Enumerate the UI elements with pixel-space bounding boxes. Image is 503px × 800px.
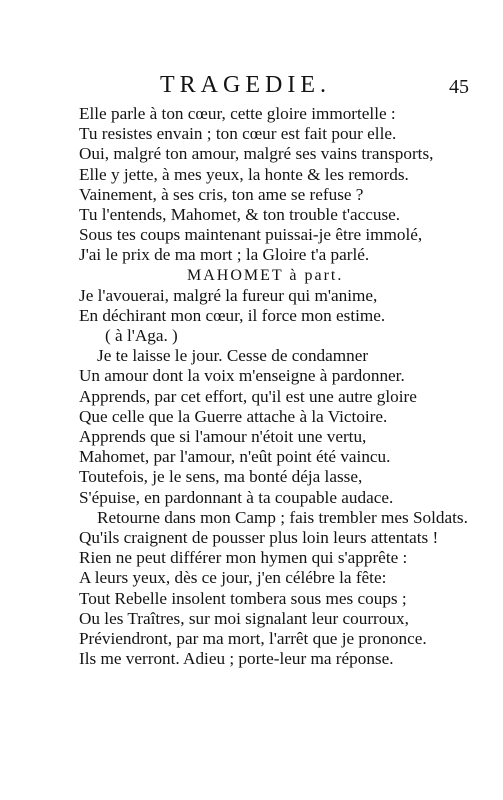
verse-text bbox=[79, 104, 479, 669]
verse-line: Je l'avouerai, malgré la fureur qui m'anime, bbox=[79, 285, 378, 305]
running-head bbox=[0, 72, 503, 102]
verse-line: Préviendront, par ma mort, l'arrêt que je prononce. bbox=[79, 628, 427, 648]
verse-line: Ou les Traîtres, sur moi signalant leur courroux, bbox=[79, 608, 409, 628]
verse-line: Rien ne peut différer mon hymen qui s'apprête : bbox=[79, 548, 408, 568]
verse-line: Sous tes coups maintenant puissai-je être immolé, bbox=[79, 225, 423, 245]
verse-line: Oui, malgré ton amour, malgré ses vains transports, bbox=[79, 144, 434, 164]
verse-line: A leurs yeux, dès ce jour, j'en célébre la fête: bbox=[79, 568, 387, 588]
verse-line: Que celle que la Guerre attache à la Victoire. bbox=[79, 406, 388, 426]
verse-line: Qu'ils craignent de pousser plus loin leurs attentats ! bbox=[79, 527, 439, 547]
verse-line: S'épuise, en pardonnant à ta coupable audace. bbox=[79, 487, 394, 507]
running-title: TRAGEDIE. bbox=[160, 72, 331, 98]
verse-line: Elle y jette, à mes yeux, la honte & les remords. bbox=[79, 164, 409, 184]
verse-line: Apprends, par cet effort, qu'il est une autre gloire bbox=[79, 386, 417, 406]
page-number: 45 bbox=[449, 76, 469, 98]
verse-line: Ils me verront. Adieu ; porte-leur ma réponse. bbox=[79, 649, 394, 669]
verse-line: Apprends que si l'amour n'étoit une vertu, bbox=[79, 427, 367, 446]
verse-line: Retourne dans mon Camp ; fais trembler mes Soldats. bbox=[97, 507, 468, 527]
stage-direction: ( à l'Aga. ) bbox=[105, 326, 178, 346]
verse-line: J'ai le prix de ma mort ; la Gloire t'a parlé. bbox=[79, 245, 370, 265]
verse-line: Vainement, à ses cris, ton ame se refuse ? bbox=[79, 184, 364, 204]
speaker-name: MAHOMET à part. bbox=[187, 266, 344, 284]
verse-line: Elle parle à ton cœur, cette gloire immortelle : bbox=[79, 104, 396, 123]
verse-line: Toutefois, je le sens, ma bonté déja lasse, bbox=[79, 467, 363, 487]
verse-line: Un amour dont la voix m'enseigne à pardonner. bbox=[79, 366, 405, 386]
verse-line: Tu l'entends, Mahomet, & ton trouble t'accuse. bbox=[79, 204, 401, 224]
verse-line: Tout Rebelle insolent tombera sous mes coups ; bbox=[79, 588, 407, 608]
verse-line: Mahomet, par l'amour, n'eût point été vaincu. bbox=[79, 447, 391, 467]
verse-line: Tu resistes envain ; ton cœur est fait pour elle. bbox=[79, 124, 397, 144]
verse-line: Je te laisse le jour. Cesse de condamner bbox=[97, 346, 369, 366]
verse-line: En déchirant mon cœur, il force mon estime. bbox=[79, 305, 386, 325]
